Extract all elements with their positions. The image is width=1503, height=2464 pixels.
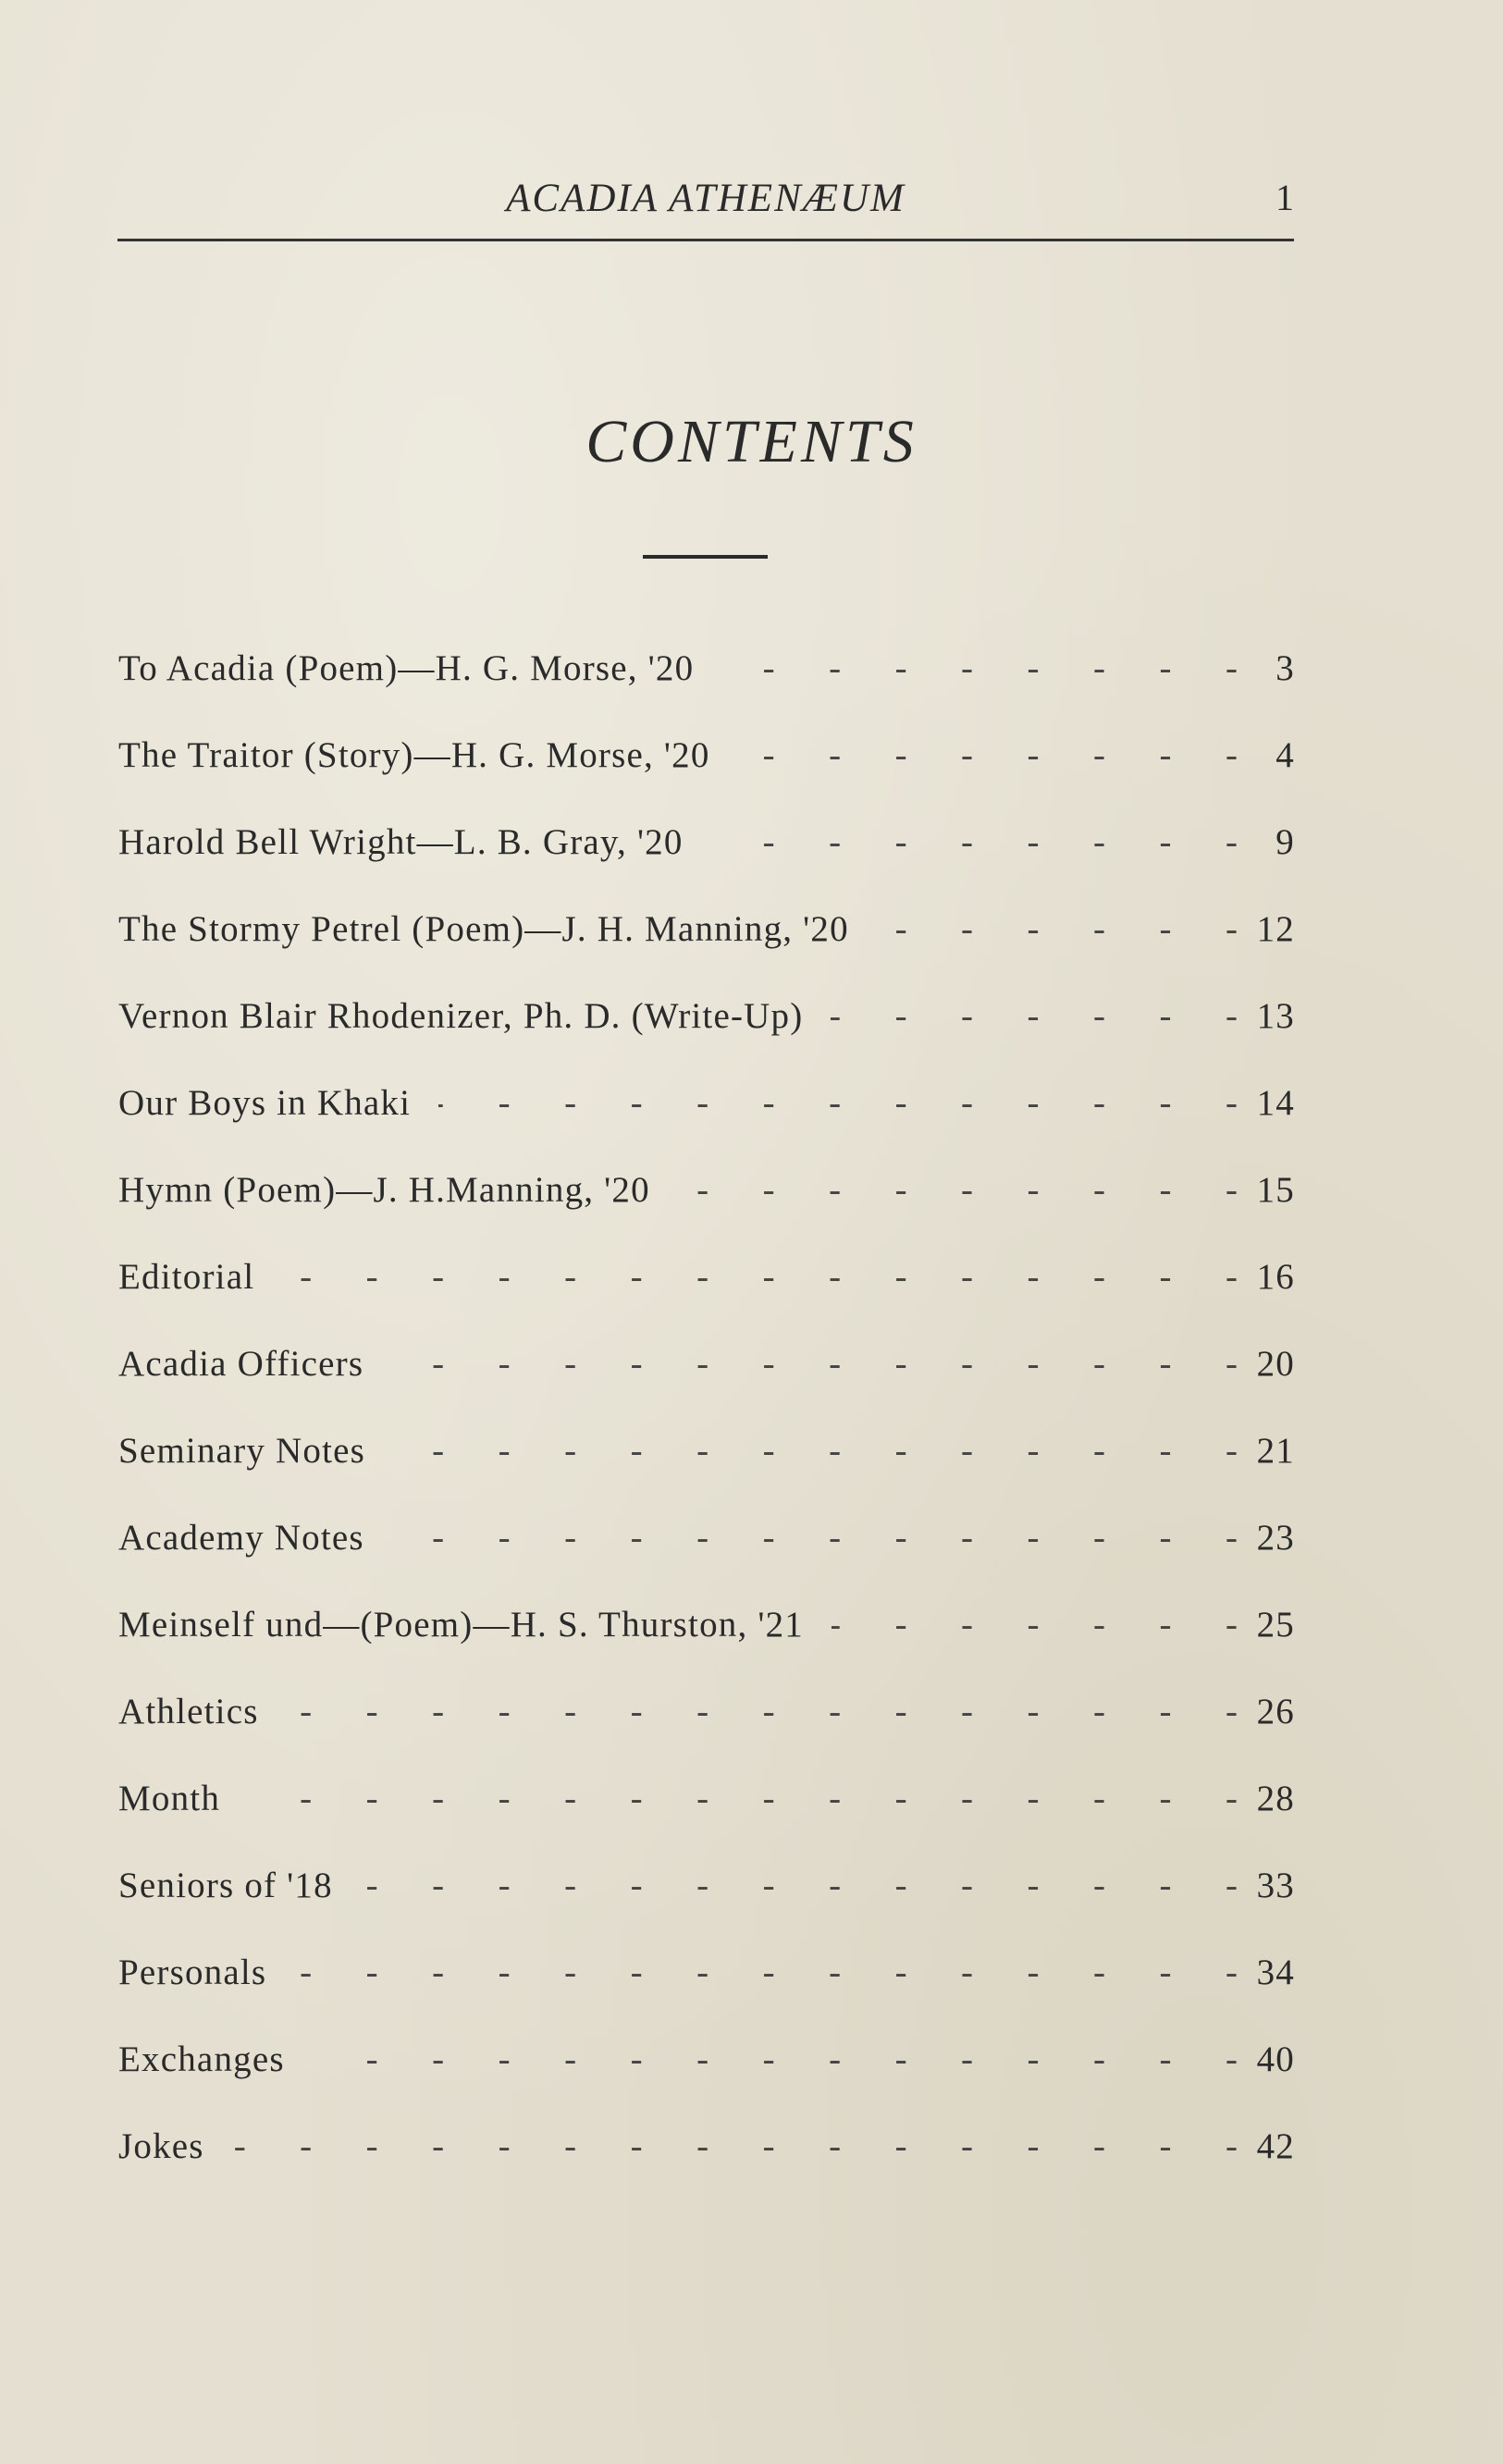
toc-entry-page: 3 xyxy=(1275,648,1295,688)
dot-leader xyxy=(313,2039,1238,2080)
toc-entry-title: Personals xyxy=(118,1953,267,1992)
toc-entry-page: 42 xyxy=(1256,2126,1295,2166)
toc-entry-page: 26 xyxy=(1256,1692,1295,1731)
toc-entry xyxy=(118,2125,1295,2212)
toc-entry-title: Jokes xyxy=(118,2126,204,2166)
toc-entry xyxy=(118,1169,1295,1256)
toc-entry-page: 28 xyxy=(1256,1779,1295,1818)
toc-entry-title: Athletics xyxy=(118,1692,259,1731)
toc-entry xyxy=(118,1430,1295,1517)
toc-entry-title: Exchanges xyxy=(118,2039,285,2079)
toc-entry xyxy=(118,1343,1295,1430)
toc-entry-title: Harold Bell Wright—L. B. Gray, '20 xyxy=(118,822,684,862)
journal-title: ACADIA ATHENÆUM xyxy=(506,177,905,220)
toc-entry xyxy=(118,1082,1295,1169)
dot-leader xyxy=(438,1082,1238,1124)
dot-leader xyxy=(738,734,1238,776)
header-rule xyxy=(117,239,1294,241)
toc-entry-page: 33 xyxy=(1256,1866,1295,1905)
dot-leader xyxy=(392,1517,1238,1558)
toc-entry xyxy=(118,1604,1295,1691)
toc-entry-title: Seniors of '18 xyxy=(118,1866,333,1905)
toc-entry-page: 40 xyxy=(1256,2039,1295,2079)
toc-entry-page: 20 xyxy=(1256,1344,1295,1384)
toc-entry-page: 14 xyxy=(1256,1083,1295,1123)
toc-entry-title: Meinself und—(Poem)—H. S. Thurston, '21 xyxy=(118,1605,804,1645)
toc-entry-page: 21 xyxy=(1256,1431,1295,1471)
running-head xyxy=(117,176,1294,240)
toc-entry xyxy=(118,1256,1295,1343)
toc-entry-page: 25 xyxy=(1256,1605,1295,1645)
table-of-contents xyxy=(118,647,1295,2212)
toc-entry xyxy=(118,1952,1295,2039)
toc-entry xyxy=(118,2039,1295,2125)
dot-leader xyxy=(287,1691,1238,1732)
dot-leader xyxy=(393,1430,1238,1472)
toc-entry-title: The Stormy Petrel (Poem)—J. H. Manning, '20 xyxy=(118,909,849,949)
toc-entry xyxy=(118,647,1295,734)
toc-entry xyxy=(118,1865,1295,1952)
dot-leader xyxy=(391,1343,1238,1385)
page-number: 1 xyxy=(1275,177,1294,218)
toc-entry-title: Month xyxy=(118,1779,221,1818)
toc-entry-page: 4 xyxy=(1275,735,1295,775)
toc-entry-page: 13 xyxy=(1256,996,1295,1036)
toc-entry xyxy=(118,908,1295,995)
dot-leader xyxy=(877,908,1238,950)
toc-entry-page: 23 xyxy=(1256,1518,1295,1558)
toc-entry xyxy=(118,734,1295,821)
toc-entry-page: 34 xyxy=(1256,1953,1295,1992)
toc-entry xyxy=(118,821,1295,908)
heading-rule xyxy=(643,555,768,559)
toc-entry-page: 16 xyxy=(1256,1257,1295,1297)
toc-entry xyxy=(118,995,1295,1082)
toc-entry-title: The Traitor (Story)—H. G. Morse, '20 xyxy=(118,735,710,775)
toc-entry-page: 9 xyxy=(1275,822,1295,862)
toc-entry xyxy=(118,1517,1295,1604)
toc-entry-title: Editorial xyxy=(118,1257,255,1297)
toc-entry-title: To Acadia (Poem)—H. G. Morse, '20 xyxy=(118,648,695,688)
toc-entry-title: Our Boys in Khaki xyxy=(118,1083,412,1123)
dot-leader xyxy=(361,1865,1238,1906)
dot-leader xyxy=(282,1256,1238,1298)
dot-leader xyxy=(832,1604,1238,1645)
toc-entry-title: Vernon Blair Rhodenizer, Ph. D. (Write-Up) xyxy=(118,996,804,1036)
toc-entry xyxy=(118,1691,1295,1778)
contents-heading: CONTENTS xyxy=(585,408,918,475)
dot-leader xyxy=(678,1169,1238,1211)
dot-leader xyxy=(711,821,1238,863)
toc-entry xyxy=(118,1778,1295,1865)
dot-leader xyxy=(831,995,1238,1037)
toc-entry-title: Hymn (Poem)—J. H.Manning, '20 xyxy=(118,1170,650,1210)
toc-entry-page: 15 xyxy=(1256,1170,1295,1210)
toc-entry-title: Academy Notes xyxy=(118,1518,364,1558)
toc-entry-title: Acadia Officers xyxy=(118,1344,364,1384)
dot-leader xyxy=(294,1952,1238,1993)
dot-leader xyxy=(232,2125,1238,2167)
toc-entry-title: Seminary Notes xyxy=(118,1431,366,1471)
dot-leader xyxy=(248,1778,1238,1819)
toc-entry-page: 12 xyxy=(1256,909,1295,949)
dot-leader xyxy=(721,647,1238,689)
